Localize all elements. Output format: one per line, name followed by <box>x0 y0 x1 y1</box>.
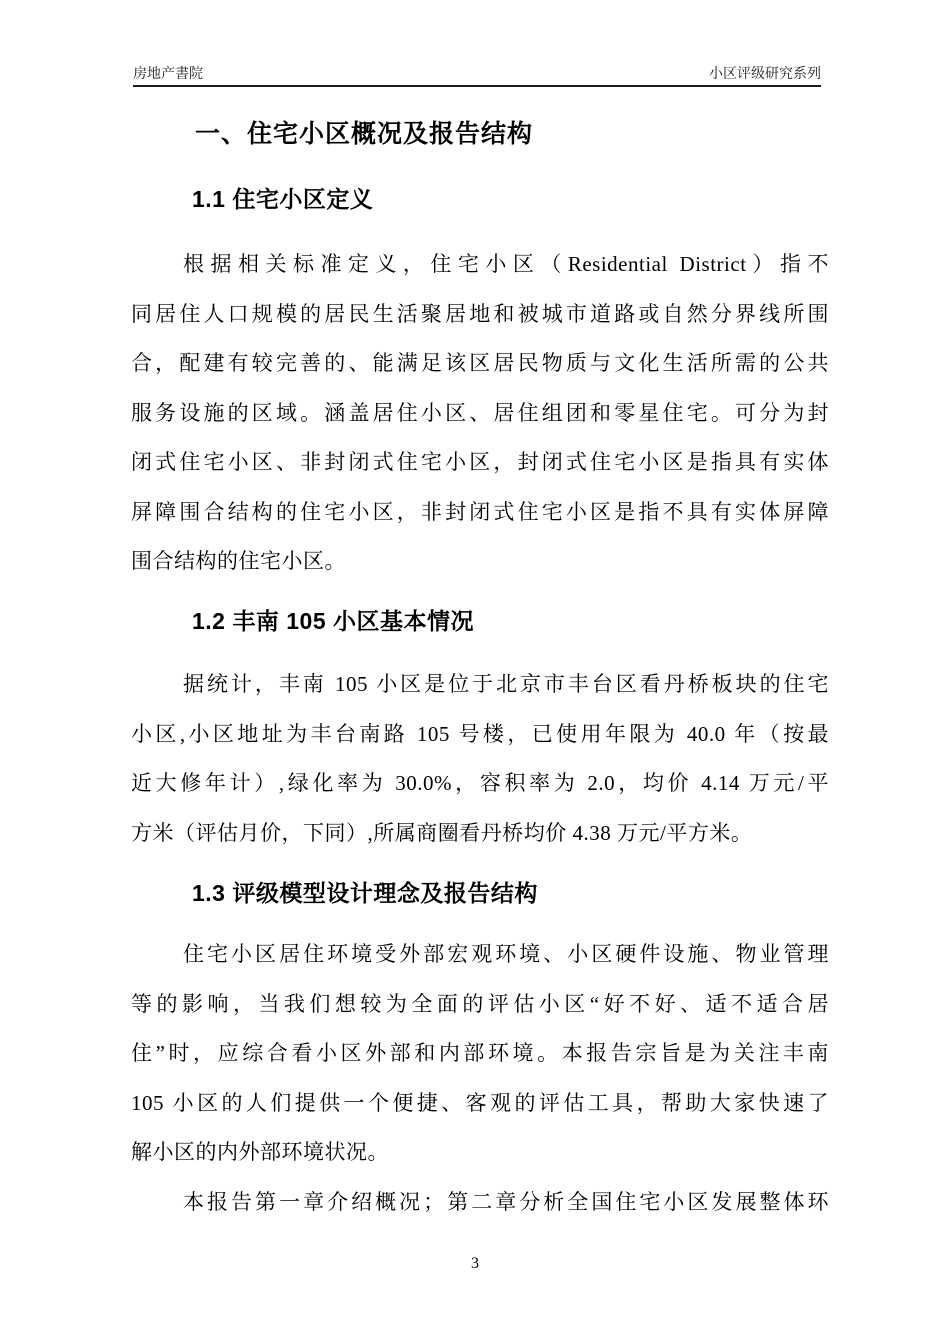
text-line: 同居住人口规模的居民生活聚居地和被城市道路或自然分界线所围 <box>131 301 829 326</box>
header-right-text: 小区评级研究系列 <box>709 65 821 81</box>
text-line: 闭式住宅小区、非封闭式住宅小区，封闭式住宅小区是指具有实体 <box>131 450 829 474</box>
text-line: 服务设施的区域。涵盖居住小区、居住组团和零星住宅。可分为封 <box>131 400 829 425</box>
header-left-text: 房地产書院 <box>133 65 203 81</box>
text-line: 本报告第一章介绍概况；第二章分析全国住宅小区发展整体环 <box>183 1190 829 1214</box>
text-line: 围合结构的住宅小区。 <box>131 549 346 573</box>
text-line: 105 小区的人们提供一个便捷、客观的评估工具，帮助大家快速了 <box>131 1090 829 1115</box>
text-line: 合，配建有较完善的、能满足该区居民物质与文化生活所需的公共 <box>131 351 829 375</box>
section-heading-1-1: 1.1 住宅小区定义 <box>192 186 374 212</box>
text-line: 解小区的内外部环境状况。 <box>131 1140 389 1164</box>
page-title: 一、住宅小区概况及报告结构 <box>195 120 534 148</box>
text-line: 近大修年计）,绿化率为 30.0%，容积率为 2.0，均价 4.14 万元/平 <box>131 771 829 795</box>
section-heading-1-3: 1.3 评级模型设计理念及报告结构 <box>192 880 538 906</box>
page-number: 3 <box>471 1255 479 1272</box>
text-line: 等的影响，当我们想较为全面的评估小区“好不好、适不适合居 <box>131 991 829 1016</box>
text-line: 屏障围合结构的住宅小区，非封闭式住宅小区是指不具有实体屏障 <box>131 499 829 524</box>
header-rule <box>133 85 821 87</box>
paragraph-1-3a <box>131 930 829 1178</box>
text-line: 住”时，应综合看小区外部和内部环境。本报告宗旨是为关注丰南 <box>131 1041 829 1065</box>
section-heading-1-2: 1.2 丰南 105 小区基本情况 <box>192 608 475 634</box>
text-line: 据统计，丰南 105 小区是位于北京市丰台区看丹桥板块的住宅 <box>183 672 829 696</box>
text-line: 根据相关标准定义，住宅小区（Residential District）指不 <box>183 252 829 276</box>
paragraph-1-2 <box>131 660 829 858</box>
text-line: 小区,小区地址为丰台南路 105 号楼，已使用年限为 40.0 年（按最 <box>131 721 829 746</box>
text-line: 方米（评估月价，下同）,所属商圈看丹桥均价 4.38 万元/平方米。 <box>131 820 753 845</box>
text-line: 住宅小区居住环境受外部宏观环境、小区硬件设施、物业管理 <box>183 942 829 966</box>
page-footer <box>0 1252 950 1276</box>
paragraph-1-1 <box>131 240 829 587</box>
paragraph-1-3b <box>131 1178 829 1228</box>
page-header <box>133 62 821 84</box>
